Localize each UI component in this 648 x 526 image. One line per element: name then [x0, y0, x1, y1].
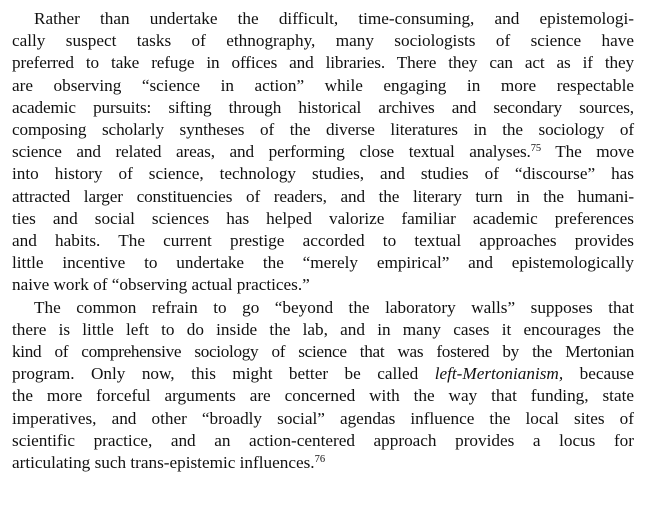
text-line: preferred to take refuge in offices and libraries. There they can act as if they: [12, 53, 634, 73]
text-line: kind of comprehensive sociology of science that was fostered by the Mertonian: [12, 342, 634, 362]
text-line: the more forceful arguments are concerned with the way that funding, state: [12, 386, 634, 406]
text-line: into history of science, technology studies, and studies of “discourse” has: [12, 164, 634, 184]
text-line: are observing “science in action” while engaging in more respectable: [12, 75, 634, 95]
italic-term: left-Mertonianism,: [434, 364, 564, 384]
book-page-text: [12, 8, 634, 474]
text-line: Rather than undertake the difficult, time-consuming, and epistemologi-: [34, 9, 634, 28]
line-text: The move: [540, 142, 635, 162]
text-line: cally suspect tasks of ethnography, many sociologists of science have: [12, 31, 634, 51]
line-text: articulating such trans-epistemic influences.: [12, 453, 315, 473]
text-line: imperatives, and other “broadly social” agendas influence the local sites of: [12, 408, 634, 428]
line-text: because: [563, 364, 634, 384]
paragraph-2: [12, 297, 634, 475]
text-line: naive work of “observing actual practices.”: [12, 275, 310, 295]
text-line: The common refrain to go “beyond the laboratory walls” supposes that: [34, 297, 634, 317]
text-line: ties and social sciences has helped valorize familiar academic preferences: [12, 208, 634, 228]
line-text: science and related areas, and performing close textual analyses.: [12, 142, 531, 162]
paragraph-1: [12, 8, 634, 297]
footnote-marker-75[interactable]: 75: [530, 143, 541, 155]
text-line: [12, 452, 634, 474]
text-line: composing scholarly syntheses of the diverse literatures in the sociology of: [12, 120, 634, 140]
text-line: little incentive to undertake the “merely empirical” and epistemologically: [12, 253, 634, 273]
text-line: attracted larger constituencies of readers, and the literary turn in the humani-: [12, 186, 634, 206]
text-line: [12, 141, 634, 163]
line-text: program. Only now, this might better be called: [12, 364, 435, 384]
footnote-marker-76[interactable]: 76: [314, 454, 326, 466]
text-line: scientific practice, and an action-centered approach provides a locus for: [12, 430, 634, 450]
text-line: there is little left to do inside the lab, and in many cases it encourages the: [12, 319, 634, 339]
text-line: and habits. The current prestige accorded to textual approaches provides: [12, 231, 634, 251]
text-line: [12, 363, 634, 385]
text-line: academic pursuits: sifting through historical archives and secondary sources,: [12, 97, 634, 117]
